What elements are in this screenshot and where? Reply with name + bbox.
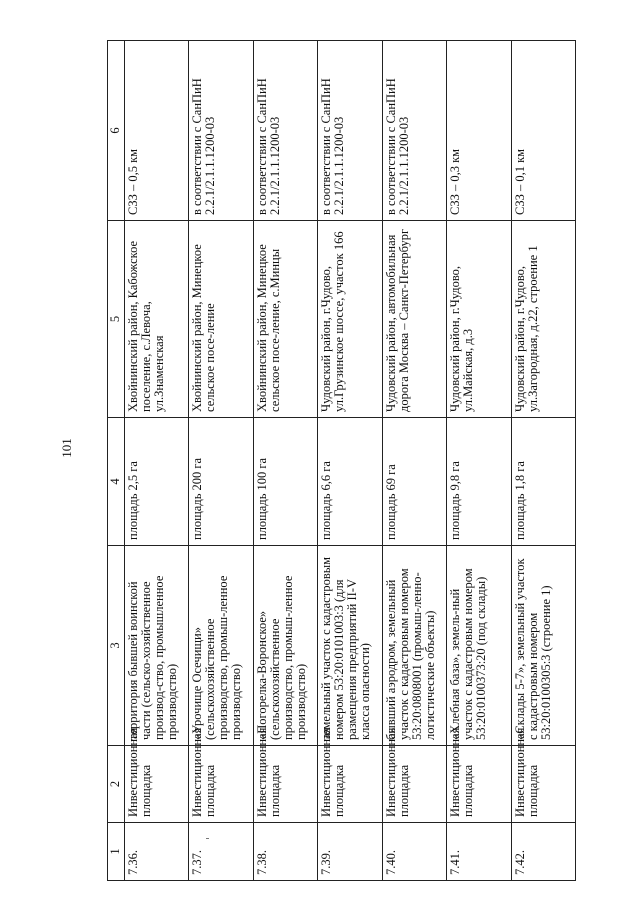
object-location: Хвойнинский район, Минецкое сельское посе-ление, с.Минцы <box>253 221 317 418</box>
row-number: 7.42. <box>511 823 575 881</box>
object-type: Инвестиционная площадка <box>253 746 317 823</box>
table-row <box>125 41 189 881</box>
sanitary-zone: СЗЗ – 0,3 км <box>447 41 511 221</box>
object-description: «Хлебная база», земель-ный участок с кадастровым номером 53:20:0100373:20 (под склады) <box>447 546 511 746</box>
object-area: площадь 1,8 га <box>511 418 575 546</box>
row-number: 7.36. <box>125 823 189 881</box>
table-row <box>511 41 575 881</box>
table-row <box>318 41 382 881</box>
row-number: 7.38. <box>253 823 317 881</box>
column-header: 2 <box>108 746 125 823</box>
object-location: Чудовский район, г.Чудово, ул.Загородная, д.22, строение 1 <box>511 221 575 418</box>
object-type: Инвестиционная площадка <box>511 746 575 823</box>
row-number: 7.37. <box>189 823 253 881</box>
object-location: Хвойнинский район, Кабожское поселение, с.Левоча, ул.Знаменская <box>125 221 189 418</box>
object-area: площадь 9,8 га <box>447 418 511 546</box>
object-area: площадь 200 га <box>189 418 253 546</box>
object-description: «Урочище Осечищи» (сельскохозяйственное производство, промыш-ленное производство) <box>189 546 253 746</box>
object-type: Инвестиционная площадка <box>318 746 382 823</box>
table-area <box>107 41 576 881</box>
sanitary-zone: в соответствии с СанПиН 2.2.1/2.1.1.1200-03 <box>382 41 446 221</box>
object-location: Чудовский район, автомобильная дорога Москва – Санкт-Петербург <box>382 221 446 418</box>
object-type: Инвестиционная площадка <box>447 746 511 823</box>
sanitary-zone: в соответствии с СанПиН 2.2.1/2.1.1.1200-03 <box>318 41 382 221</box>
object-area: площадь 100 га <box>253 418 317 546</box>
rotated-table-wrapper <box>107 41 576 881</box>
header-row <box>108 41 125 881</box>
object-description: «Погорелка-Воронское» (сельскохозяйственное производство, промыш-ленное производство) <box>253 546 317 746</box>
row-number: 7.39. <box>318 823 382 881</box>
column-header: 6 <box>108 41 125 221</box>
column-header: 3 <box>108 546 125 746</box>
object-location: Чудовский район, г.Чудово, ул.Грузинское шоссе, участок 166 <box>318 221 382 418</box>
sanitary-zone: СЗЗ – 0,1 км <box>511 41 575 221</box>
column-header: 5 <box>108 221 125 418</box>
sanitary-zone: в соответствии с СанПиН 2.2.1/2.1.1.1200-03 <box>253 41 317 221</box>
sanitary-zone: в соответствии с СанПиН 2.2.1/2.1.1.1200-03 <box>189 41 253 221</box>
object-description: «Склады 5-7», земельный участок с кадастровым номером 53:20:0100305:3 (строение 1) <box>511 546 575 746</box>
object-area: площадь 6,6 га <box>318 418 382 546</box>
object-description: земельный участок с кадастровым номером 53:20:0101003:3 (для размещения предприятий II-V класса опасности) <box>318 546 382 746</box>
row-number: 7.40. <box>382 823 446 881</box>
object-type: Инвестиционная площадка <box>125 746 189 823</box>
object-description: бывший аэродром, земельный участок с кадастровым номером 53:20:0808001 (промыш-ленно-логистические объекты) <box>382 546 446 746</box>
data-table <box>107 40 576 881</box>
object-location: Чудовский район, г.Чудово, ул.Майская, д.3 <box>447 221 511 418</box>
table-row <box>382 41 446 881</box>
object-description: территория бывшей воинской части (сельско-хозяйственное производ-ство, промышленное производство) <box>125 546 189 746</box>
scan-speck <box>206 838 209 839</box>
column-header: 1 <box>108 823 125 881</box>
object-type: Инвестиционная площадка <box>382 746 446 823</box>
object-area: площадь 2,5 га <box>125 418 189 546</box>
object-type: Инвестиционная площадка <box>189 746 253 823</box>
column-header: 4 <box>108 418 125 546</box>
table-row <box>253 41 317 881</box>
table-row <box>447 41 511 881</box>
page-number: 101 <box>59 438 74 458</box>
object-location: Хвойнинский район, Минецкое сельское посе-ление <box>189 221 253 418</box>
sanitary-zone: СЗЗ – 0,5 км <box>125 41 189 221</box>
row-number: 7.41. <box>447 823 511 881</box>
object-area: площадь 69 га <box>382 418 446 546</box>
table-row <box>189 41 253 881</box>
